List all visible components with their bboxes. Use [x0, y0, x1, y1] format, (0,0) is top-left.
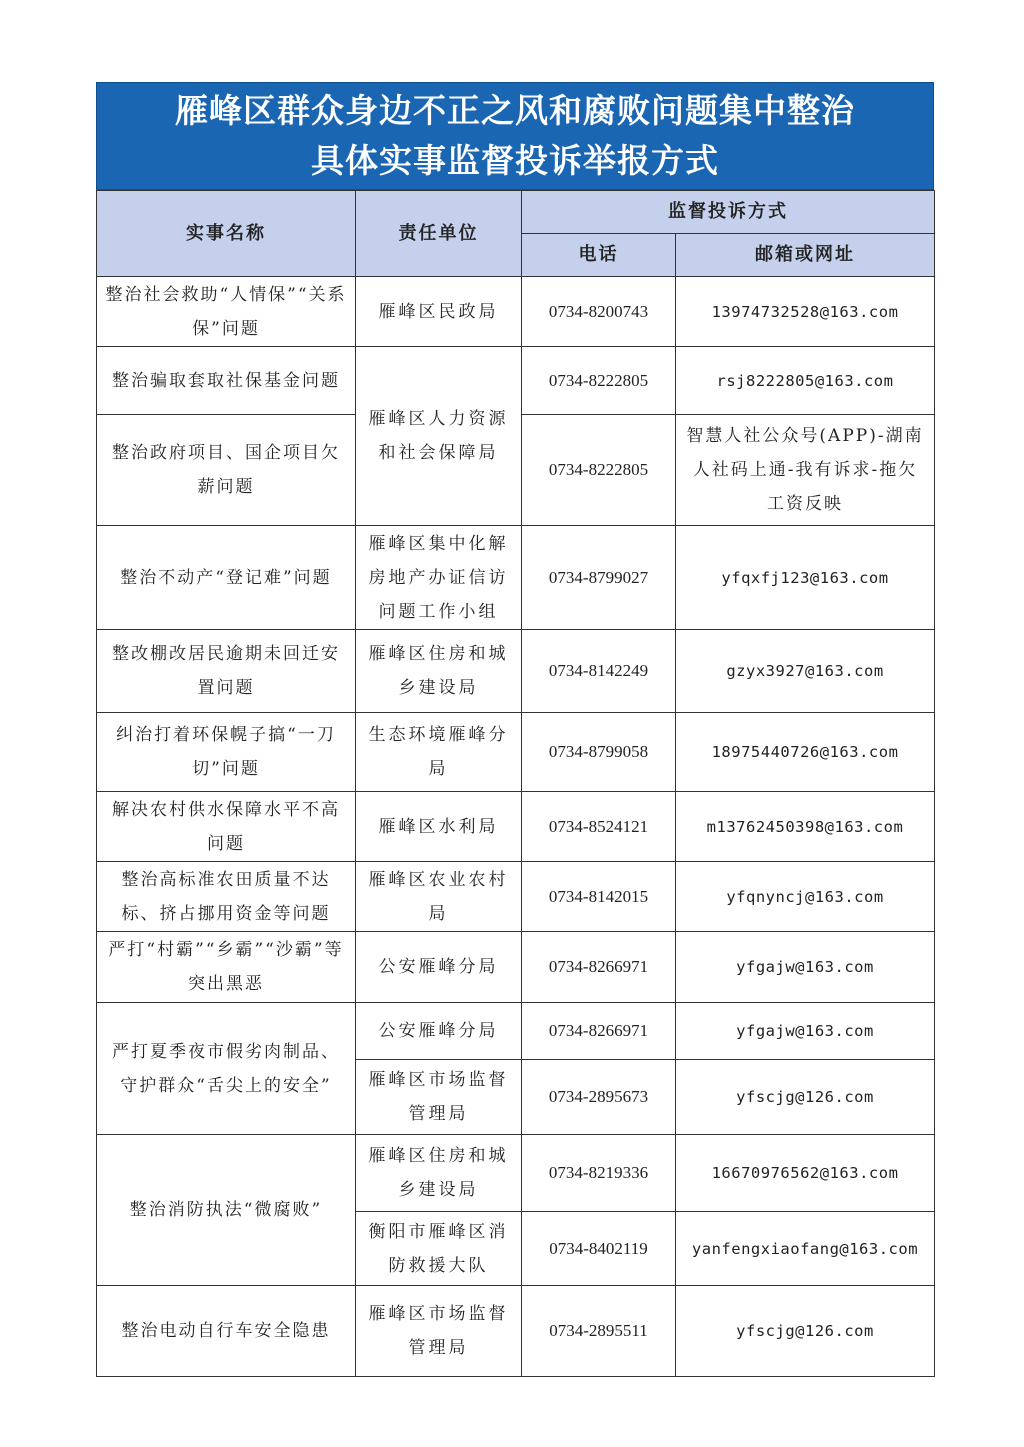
- header-unit: 责任单位: [356, 191, 522, 277]
- phone-number: 0734-8799058: [522, 713, 676, 792]
- item-name: 整改棚改居民逾期未回迁安置问题: [97, 630, 356, 713]
- email-address: yfscjg@126.com: [676, 1286, 935, 1377]
- phone-number: 0734-8200743: [522, 277, 676, 347]
- phone-number: 0734-8222805: [522, 415, 676, 526]
- table-row: [97, 277, 935, 347]
- email-address: yfqnyncj@163.com: [676, 862, 935, 932]
- phone-number: 0734-8142249: [522, 630, 676, 713]
- responsible-unit: 雁峰区住房和城乡建设局: [356, 630, 522, 713]
- email-address: yfqxfj123@163.com: [676, 526, 935, 630]
- website-address: 智慧人社公众号(APP)-湖南人社码上通-我有诉求-拖欠工资反映: [676, 415, 935, 526]
- phone-number: 0734-8524121: [522, 792, 676, 862]
- title-line-2: 具体实事监督投诉举报方式: [311, 141, 719, 180]
- phone-number: 0734-8266971: [522, 932, 676, 1003]
- responsible-unit: 雁峰区市场监督管理局: [356, 1060, 522, 1135]
- table-row: [97, 1003, 935, 1060]
- item-name: 整治政府项目、国企项目欠薪问题: [97, 415, 356, 526]
- table-row: [97, 932, 935, 1003]
- email-address: 16670976562@163.com: [676, 1135, 935, 1212]
- header-item: 实事名称: [97, 191, 356, 277]
- responsible-unit: 公安雁峰分局: [356, 1003, 522, 1060]
- responsible-unit: 雁峰区市场监督管理局: [356, 1286, 522, 1377]
- responsible-unit: 公安雁峰分局: [356, 932, 522, 1003]
- phone-number: 0734-8402119: [522, 1212, 676, 1286]
- email-address: 13974732528@163.com: [676, 277, 935, 347]
- complaint-sheet: [96, 82, 934, 1377]
- responsible-unit: 雁峰区集中化解房地产办证信访问题工作小组: [356, 526, 522, 630]
- item-name: 整治社会救助“人情保”“关系保”问题: [97, 277, 356, 347]
- responsible-unit: 雁峰区水利局: [356, 792, 522, 862]
- header-method: 监督投诉方式: [522, 191, 935, 234]
- item-name: 整治不动产“登记难”问题: [97, 526, 356, 630]
- phone-number: 0734-8142015: [522, 862, 676, 932]
- table-row: [97, 630, 935, 713]
- title-banner: [96, 82, 934, 190]
- item-name: 整治骗取套取社保基金问题: [97, 347, 356, 415]
- responsible-unit: 雁峰区住房和城乡建设局: [356, 1135, 522, 1212]
- email-address: gzyx3927@163.com: [676, 630, 935, 713]
- responsible-unit: 衡阳市雁峰区消防救援大队: [356, 1212, 522, 1286]
- table-row: [97, 1135, 935, 1212]
- email-address: m13762450398@163.com: [676, 792, 935, 862]
- item-name: 纠治打着环保幌子搞“一刀切”问题: [97, 713, 356, 792]
- responsible-unit: 雁峰区农业农村局: [356, 862, 522, 932]
- item-name: 严打“村霸”“乡霸”“沙霸”等突出黑恶: [97, 932, 356, 1003]
- header-email: 邮箱或网址: [676, 234, 935, 277]
- responsible-unit: 雁峰区人力资源和社会保障局: [356, 347, 522, 526]
- phone-number: 0734-8799027: [522, 526, 676, 630]
- email-address: yfscjg@126.com: [676, 1060, 935, 1135]
- title-line-1: 雁峰区群众身边不正之风和腐败问题集中整治: [175, 91, 855, 130]
- email-address: yfgajw@163.com: [676, 1003, 935, 1060]
- item-name: 整治消防执法“微腐败”: [97, 1135, 356, 1286]
- email-address: 18975440726@163.com: [676, 713, 935, 792]
- complaint-table: [96, 190, 935, 1377]
- item-name: 解决农村供水保障水平不高问题: [97, 792, 356, 862]
- email-address: yfgajw@163.com: [676, 932, 935, 1003]
- phone-number: 0734-8222805: [522, 347, 676, 415]
- table-row: [97, 713, 935, 792]
- header-phone: 电话: [522, 234, 676, 277]
- table-row: [97, 792, 935, 862]
- table-row: [97, 862, 935, 932]
- item-name: 整治电动自行车安全隐患: [97, 1286, 356, 1377]
- item-name: 整治高标准农田质量不达标、挤占挪用资金等问题: [97, 862, 356, 932]
- responsible-unit: 雁峰区民政局: [356, 277, 522, 347]
- item-name: 严打夏季夜市假劣肉制品、守护群众“舌尖上的安全”: [97, 1003, 356, 1135]
- phone-number: 0734-8266971: [522, 1003, 676, 1060]
- phone-number: 0734-2895673: [522, 1060, 676, 1135]
- table-row: [97, 1286, 935, 1377]
- table-row: [97, 347, 935, 415]
- email-address: yanfengxiaofang@163.com: [676, 1212, 935, 1286]
- email-address: rsj8222805@163.com: [676, 347, 935, 415]
- table-row: [97, 526, 935, 630]
- phone-number: 0734-8219336: [522, 1135, 676, 1212]
- responsible-unit: 生态环境雁峰分局: [356, 713, 522, 792]
- phone-number: 0734-2895511: [522, 1286, 676, 1377]
